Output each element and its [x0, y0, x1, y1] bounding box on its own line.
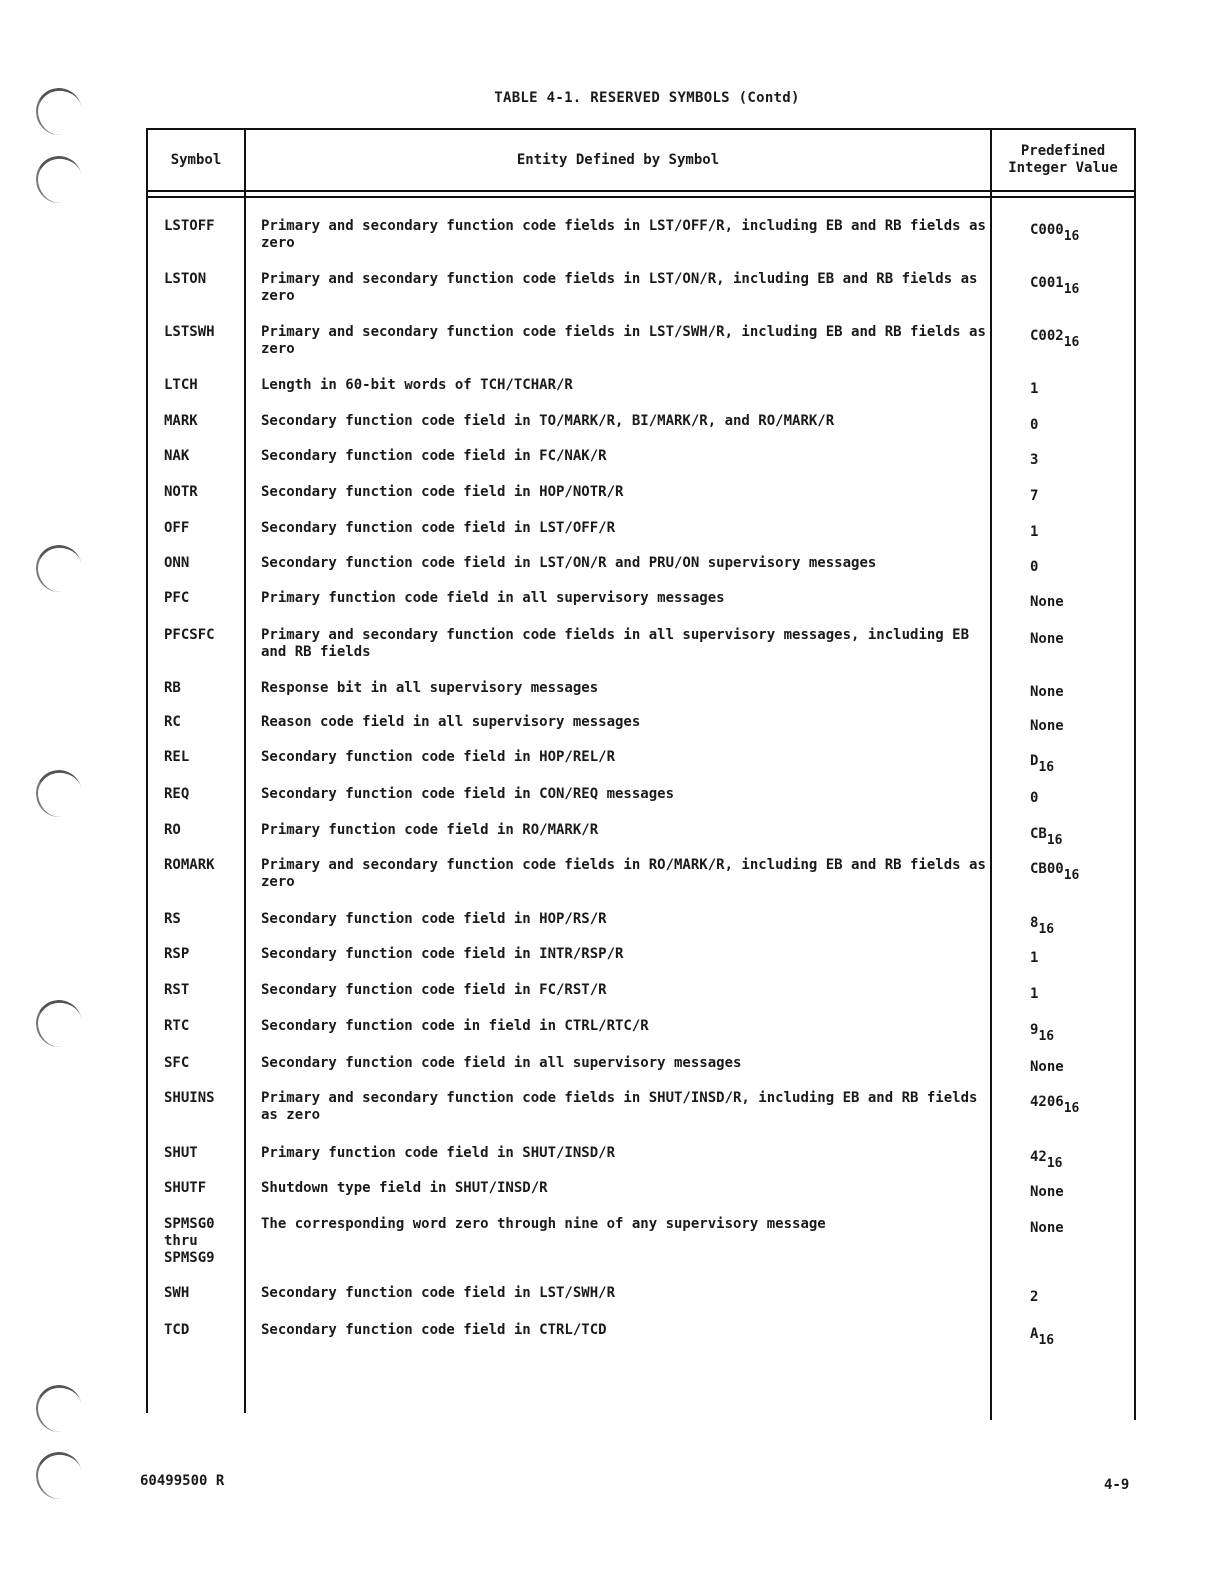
symbol-cell: PFC — [164, 590, 190, 606]
value-cell — [1030, 417, 1130, 434]
value-base-subscript: 16 — [1063, 1101, 1080, 1116]
description-cell: Secondary function code field in CTRL/TCD — [261, 1322, 607, 1338]
symbol-cell: SHUINS — [164, 1090, 215, 1106]
value-cell — [1030, 1022, 1130, 1045]
value-cell — [1030, 718, 1130, 735]
value-cell — [1030, 915, 1130, 938]
header-symbol: Symbol — [170, 151, 222, 168]
value-base-subscript: 16 — [1046, 1156, 1063, 1171]
value-main: 1 — [1030, 986, 1039, 1002]
value-cell — [1030, 594, 1130, 611]
value-main: 7 — [1030, 488, 1039, 504]
value-base-subscript: 16 — [1063, 335, 1080, 350]
description-cell: Secondary function code field in TO/MARK/R, BI/MARK/R, and RO/MARK/R — [261, 413, 835, 429]
value-cell — [1030, 1149, 1130, 1172]
value-cell — [1030, 861, 1130, 884]
value-base-subscript: 16 — [1038, 922, 1055, 937]
value-cell — [1030, 950, 1130, 967]
value-cell — [1030, 631, 1130, 648]
value-cell — [1030, 1220, 1130, 1237]
value-main: None — [1030, 1059, 1064, 1075]
symbol-cell: RSP — [164, 946, 190, 962]
description-cell: Secondary function code field in FC/NAK/R — [261, 448, 607, 464]
value-main: 1 — [1030, 950, 1039, 966]
symbol-cell: LTCH — [164, 377, 198, 393]
value-main: CB — [1030, 826, 1047, 842]
value-cell — [1030, 826, 1130, 849]
value-cell — [1030, 488, 1130, 505]
header-entity: Entity Defined by Symbol — [516, 151, 720, 168]
punch-hole-mark — [32, 1448, 85, 1502]
punch-hole-mark — [32, 541, 85, 595]
value-main: 0 — [1030, 559, 1039, 575]
description-cell: Primary and secondary function code fields in LST/OFF/R, including EB and RB fields as zero — [261, 218, 986, 251]
symbol-cell: RTC — [164, 1018, 190, 1034]
symbol-cell: LSTOFF — [164, 218, 215, 234]
value-base-subscript: 16 — [1038, 760, 1055, 775]
symbol-cell: SHUTF — [164, 1180, 207, 1196]
symbol-cell: SHUT — [164, 1145, 198, 1161]
symbol-cell: RST — [164, 982, 190, 998]
description-cell: Primary and secondary function code fields in all supervisory messages, including EB and RB fields — [261, 627, 970, 660]
value-cell — [1030, 524, 1130, 541]
description-cell: Primary and secondary function code fields in SHUT/INSD/R, including EB and RB fields as zero — [261, 1090, 978, 1123]
symbol-cell: SFC — [164, 1055, 190, 1071]
value-base-subscript: 16 — [1063, 229, 1080, 244]
value-cell — [1030, 1184, 1130, 1201]
description-cell: Secondary function code field in INTR/RSP/R — [261, 946, 624, 962]
value-main: 4206 — [1030, 1094, 1064, 1110]
description-cell: Secondary function code field in FC/RST/R — [261, 982, 607, 998]
symbol-cell: PFCSFC — [164, 627, 215, 643]
symbol-cell: MARK — [164, 413, 198, 429]
description-cell: Secondary function code field in LST/ON/R and PRU/ON supervisory messages — [261, 555, 877, 571]
value-cell — [1030, 684, 1130, 701]
symbol-cell: SPMSG0 thru SPMSG9 — [164, 1216, 215, 1266]
document-number: 60499500 R — [140, 1473, 225, 1489]
value-cell — [1030, 275, 1130, 298]
value-main: C002 — [1030, 328, 1064, 344]
description-cell: Primary and secondary function code fields in RO/MARK/R, including EB and RB fields as zero — [261, 857, 986, 890]
description-cell: Primary function code field in RO/MARK/R — [261, 822, 599, 838]
description-cell: Response bit in all supervisory messages — [261, 680, 599, 696]
symbol-cell: LSTSWH — [164, 324, 215, 340]
value-base-subscript: 16 — [1046, 833, 1063, 848]
value-main: 8 — [1030, 915, 1039, 931]
header-rule — [146, 190, 1136, 192]
symbol-cell: REL — [164, 749, 190, 765]
value-main: 3 — [1030, 452, 1039, 468]
value-main: 42 — [1030, 1149, 1047, 1165]
symbol-cell: RB — [164, 680, 181, 696]
table-border-right — [1134, 128, 1136, 1420]
header-predefined-value: Predefined Integer Value — [1008, 143, 1118, 176]
description-cell: Primary and secondary function code fields in LST/SWH/R, including EB and RB fields as zero — [261, 324, 986, 357]
value-base-subscript: 16 — [1038, 1029, 1055, 1044]
description-cell: Secondary function code field in all supervisory messages — [261, 1055, 742, 1071]
value-main: 1 — [1030, 524, 1039, 540]
value-cell — [1030, 222, 1130, 245]
value-main: None — [1030, 1220, 1064, 1236]
description-cell: Secondary function code field in HOP/RS/R — [261, 911, 607, 927]
value-cell — [1030, 381, 1130, 398]
value-main: 1 — [1030, 381, 1039, 397]
value-cell — [1030, 328, 1130, 351]
punch-hole-mark — [32, 766, 85, 820]
description-cell: The corresponding word zero through nine of any supervisory message — [261, 1216, 826, 1232]
table-border-left — [146, 128, 148, 1413]
value-main: C001 — [1030, 275, 1064, 291]
description-cell: Secondary function code field in HOP/REL/R — [261, 749, 616, 765]
value-cell — [1030, 753, 1130, 776]
description-cell: Secondary function code in field in CTRL/RTC/R — [261, 1018, 649, 1034]
symbol-cell: ONN — [164, 555, 190, 571]
punch-hole-mark — [32, 1381, 85, 1435]
description-cell: Secondary function code field in LST/SWH/R — [261, 1285, 616, 1301]
description-cell: Length in 60-bit words of TCH/TCHAR/R — [261, 377, 573, 393]
symbol-cell: NOTR — [164, 484, 198, 500]
symbol-cell: TCD — [164, 1322, 190, 1338]
value-base-subscript: 16 — [1063, 868, 1080, 883]
symbol-cell: RO — [164, 822, 181, 838]
description-cell: Shutdown type field in SHUT/INSD/R — [261, 1180, 548, 1196]
description-cell: Secondary function code field in HOP/NOTR/R — [261, 484, 624, 500]
page-number: 4-9 — [1104, 1477, 1130, 1493]
description-cell: Primary function code field in all supervisory messages — [261, 590, 725, 606]
value-main: None — [1030, 631, 1064, 647]
value-cell — [1030, 1059, 1130, 1076]
header-rule — [146, 196, 1136, 198]
symbol-cell: RS — [164, 911, 181, 927]
symbol-cell: LSTON — [164, 271, 207, 287]
value-main: A — [1030, 1326, 1039, 1342]
value-cell — [1030, 1326, 1130, 1349]
symbol-cell: RC — [164, 714, 181, 730]
value-main: C000 — [1030, 222, 1064, 238]
description-cell: Primary and secondary function code fields in LST/ON/R, including EB and RB fields as zero — [261, 271, 978, 304]
value-main: None — [1030, 684, 1064, 700]
description-cell: Secondary function code field in LST/OFF/R — [261, 520, 616, 536]
description-cell: Reason code field in all supervisory messages — [261, 714, 641, 730]
value-cell — [1030, 790, 1130, 807]
value-main: None — [1030, 718, 1064, 734]
punch-hole-mark — [32, 152, 85, 206]
symbol-cell: REQ — [164, 786, 190, 802]
value-main: D — [1030, 753, 1039, 769]
value-base-subscript: 16 — [1063, 282, 1080, 297]
symbol-cell: NAK — [164, 448, 190, 464]
value-cell — [1030, 986, 1130, 1003]
description-cell: Secondary function code field in CON/REQ messages — [261, 786, 675, 802]
symbol-cell: SWH — [164, 1285, 190, 1301]
symbol-cell: ROMARK — [164, 857, 215, 873]
value-cell — [1030, 1094, 1130, 1117]
value-cell — [1030, 559, 1130, 576]
description-cell: Primary function code field in SHUT/INSD/R — [261, 1145, 616, 1161]
value-main: 0 — [1030, 790, 1039, 806]
punch-hole-mark — [32, 996, 85, 1050]
value-main: 2 — [1030, 1289, 1039, 1305]
symbol-cell: OFF — [164, 520, 190, 536]
value-cell — [1030, 1289, 1130, 1306]
value-cell — [1030, 452, 1130, 469]
value-main: None — [1030, 594, 1064, 610]
value-main: 9 — [1030, 1022, 1039, 1038]
value-main: 0 — [1030, 417, 1039, 433]
value-main: CB00 — [1030, 861, 1064, 877]
page-title: TABLE 4-1. RESERVED SYMBOLS (Contd) — [494, 90, 800, 106]
value-main: None — [1030, 1184, 1064, 1200]
value-base-subscript: 16 — [1038, 1333, 1055, 1348]
